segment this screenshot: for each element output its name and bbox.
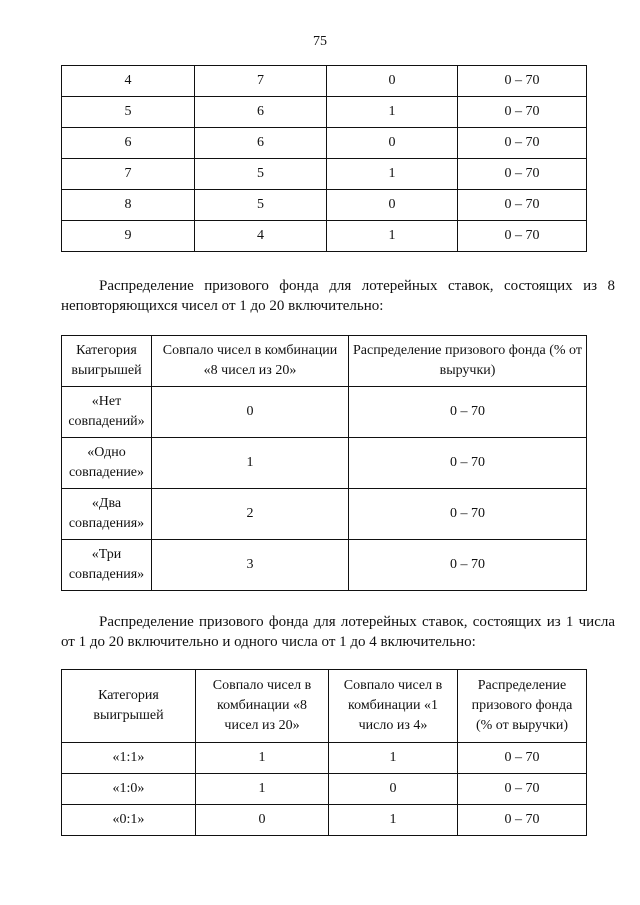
column-header-category: Категория выигрышей (62, 670, 196, 743)
table-row (62, 774, 587, 805)
table-cell: 1 (327, 159, 458, 190)
table-cell: 0 (327, 66, 458, 97)
table-cell: 0 – 70 (458, 221, 587, 252)
table-cell: 0 (329, 774, 458, 805)
table-cell: «Два совпадения» (62, 489, 152, 540)
column-header-category: Категория выигрышей (62, 336, 152, 387)
prize-table-1-of-20-and-1-of-4 (61, 669, 587, 836)
table-cell: 0 – 70 (458, 743, 587, 774)
table-cell: «0:1» (62, 805, 196, 836)
paragraph-8-of-20: Распределение призового фонда для лотерейных ставок, состоящих из 8 неповторяющихся чисел от 1 до 20 включительно: (61, 278, 615, 314)
table-row (62, 540, 587, 591)
table-cell: «Три совпадения» (62, 540, 152, 591)
table-cell: 1 (327, 221, 458, 252)
table-row (62, 66, 587, 97)
table-cell: 2 (152, 489, 349, 540)
column-header-matched: Совпало чисел в комбинации «8 чисел из 20» (152, 336, 349, 387)
table-cell: 5 (195, 159, 327, 190)
table-cell: 1 (196, 743, 329, 774)
table-cell: 0 (327, 190, 458, 221)
table-cell: 4 (195, 221, 327, 252)
table-cell: 0 – 70 (458, 97, 587, 128)
table-cell: 6 (62, 128, 195, 159)
page-number: 75 (313, 34, 327, 49)
table-cell: 6 (195, 97, 327, 128)
table-cell: 0 – 70 (458, 774, 587, 805)
table-cell: «1:0» (62, 774, 196, 805)
column-header-distribution: Распределение призового фонда (% от выручки) (349, 336, 587, 387)
table-cell: 5 (195, 190, 327, 221)
table-cell: 0 – 70 (349, 540, 587, 591)
column-header-matched-8-of-20: Совпало чисел в комбинации «8 чисел из 20» (196, 670, 329, 743)
table-header-row (62, 670, 587, 743)
table-row (62, 387, 587, 438)
table-cell: 0 (196, 805, 329, 836)
table-header-row (62, 336, 587, 387)
table-cell: 0 – 70 (349, 438, 587, 489)
table-row (62, 805, 587, 836)
table-cell: 8 (62, 190, 195, 221)
table-row (62, 221, 587, 252)
table-row (62, 128, 587, 159)
table-cell: «Нет совпадений» (62, 387, 152, 438)
table-cell: 0 – 70 (349, 489, 587, 540)
table-cell: 0 – 70 (349, 387, 587, 438)
table-row (62, 159, 587, 190)
prize-table-8-of-20 (61, 335, 587, 591)
table-cell: 0 (327, 128, 458, 159)
table-cell: 4 (62, 66, 195, 97)
paragraph-1-of-20-and-1-of-4: Распределение призового фонда для лотерейных ставок, состоящих из 1 числа от 1 до 20 включительно и одного числа от 1 до 4 включительно: (61, 614, 615, 650)
table-cell: 0 – 70 (458, 805, 587, 836)
table-cell: 3 (152, 540, 349, 591)
prize-table-continued (61, 65, 587, 252)
table-cell: 1 (327, 97, 458, 128)
table-cell: 0 – 70 (458, 159, 587, 190)
table-cell: «1:1» (62, 743, 196, 774)
table-cell: 0 – 70 (458, 190, 587, 221)
table-cell: 0 – 70 (458, 128, 587, 159)
table-cell: 7 (62, 159, 195, 190)
table-cell: 1 (329, 805, 458, 836)
table-row (62, 489, 587, 540)
table-cell: 9 (62, 221, 195, 252)
table-cell: «Одно совпадение» (62, 438, 152, 489)
table-cell: 0 (152, 387, 349, 438)
column-header-distribution: Распределение призового фонда (% от выручки) (458, 670, 587, 743)
table-row (62, 743, 587, 774)
table-row (62, 190, 587, 221)
table-cell: 7 (195, 66, 327, 97)
table-cell: 1 (152, 438, 349, 489)
table-cell: 0 – 70 (458, 66, 587, 97)
table-cell: 5 (62, 97, 195, 128)
table-cell: 6 (195, 128, 327, 159)
table-cell: 1 (196, 774, 329, 805)
table-row (62, 97, 587, 128)
table-row (62, 438, 587, 489)
table-cell: 1 (329, 743, 458, 774)
column-header-matched-1-of-4: Совпало чисел в комбинации «1 число из 4» (329, 670, 458, 743)
